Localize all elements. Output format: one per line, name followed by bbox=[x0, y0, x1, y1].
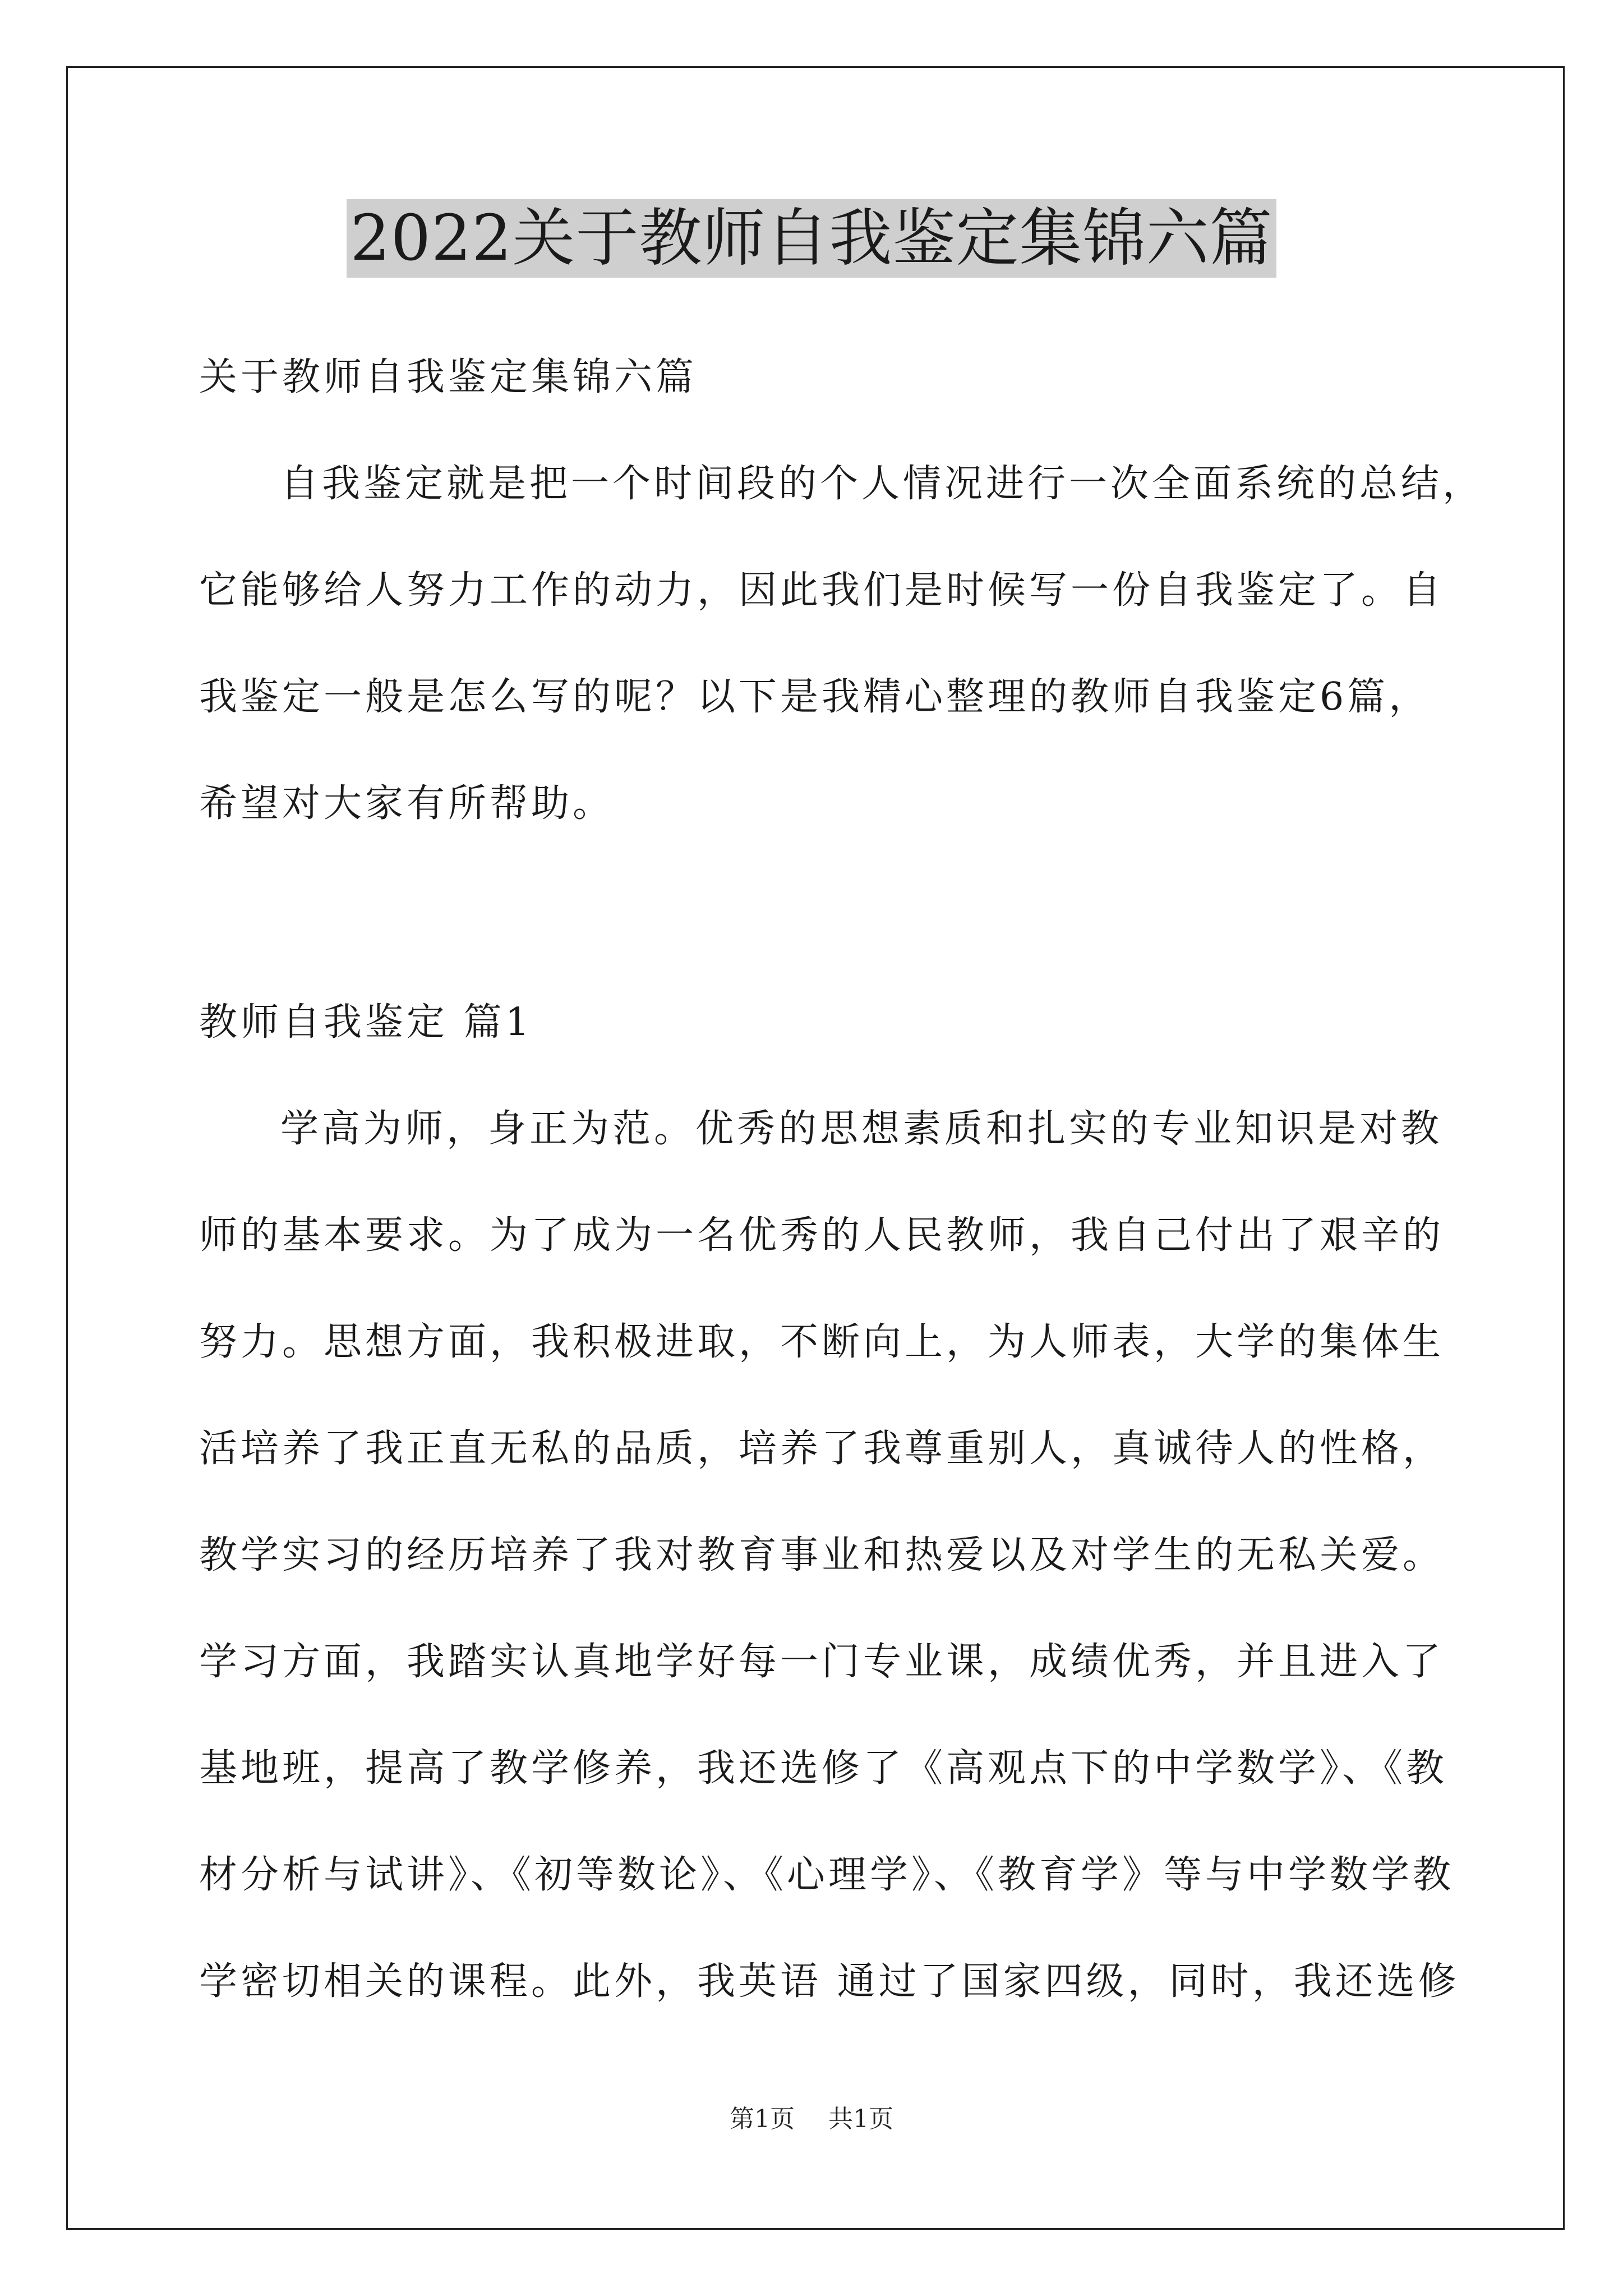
body-line: 活培养了我正直无私的品质，培养了我尊重别人，真诚待人的性格， bbox=[199, 1427, 1445, 1471]
body-line: 学高为师，身正为范。优秀的思想素质和扎实的专业知识是对教 bbox=[280, 1107, 1443, 1151]
body-line: 学密切相关的课程。此外，我英语 通过了国家四级，同时，我还选修 bbox=[199, 1959, 1460, 2004]
section-heading: 教师自我鉴定 篇1 bbox=[199, 1000, 533, 1045]
document-title-text: 2022关于教师自我鉴定集锦六篇 bbox=[347, 199, 1276, 278]
page-footer bbox=[0, 2102, 1623, 2136]
page-number: 第1页 bbox=[730, 2105, 795, 2133]
intro-line: 希望对大家有所帮助。 bbox=[199, 781, 615, 826]
body-line: 努力。思想方面，我积极进取，不断向上，为人师表，大学的集体生 bbox=[199, 1320, 1445, 1364]
intro-line: 我鉴定一般是怎么写的呢？以下是我精心整理的教师自我鉴定6篇， bbox=[199, 675, 1431, 719]
document-subtitle: 关于教师自我鉴定集锦六篇 bbox=[199, 355, 698, 399]
body-line: 材分析与试讲》、《初等数论》、《心理学》、《教育学》等与中学数学教 bbox=[199, 1853, 1455, 1897]
intro-line: 自我鉴定就是把一个时间段的个人情况进行一次全面系统的总结， bbox=[280, 462, 1484, 506]
intro-line: 它能够给人努力工作的动力，因此我们是时候写一份自我鉴定了。自 bbox=[199, 568, 1445, 613]
body-line: 学习方面，我踏实认真地学好每一门专业课，成绩优秀，并且进入了 bbox=[199, 1640, 1445, 1684]
body-line: 教学实习的经历培养了我对教育事业和热爱以及对学生的无私关爱。 bbox=[199, 1533, 1445, 1577]
document-title bbox=[0, 199, 1623, 278]
body-line: 基地班，提高了教学修养，我还选修了《高观点下的中学数学》、《教 bbox=[199, 1746, 1448, 1791]
page-total: 共1页 bbox=[828, 2105, 893, 2133]
body-line: 师的基本要求。为了成为一名优秀的人民教师，我自己付出了艰辛的 bbox=[199, 1213, 1445, 1258]
